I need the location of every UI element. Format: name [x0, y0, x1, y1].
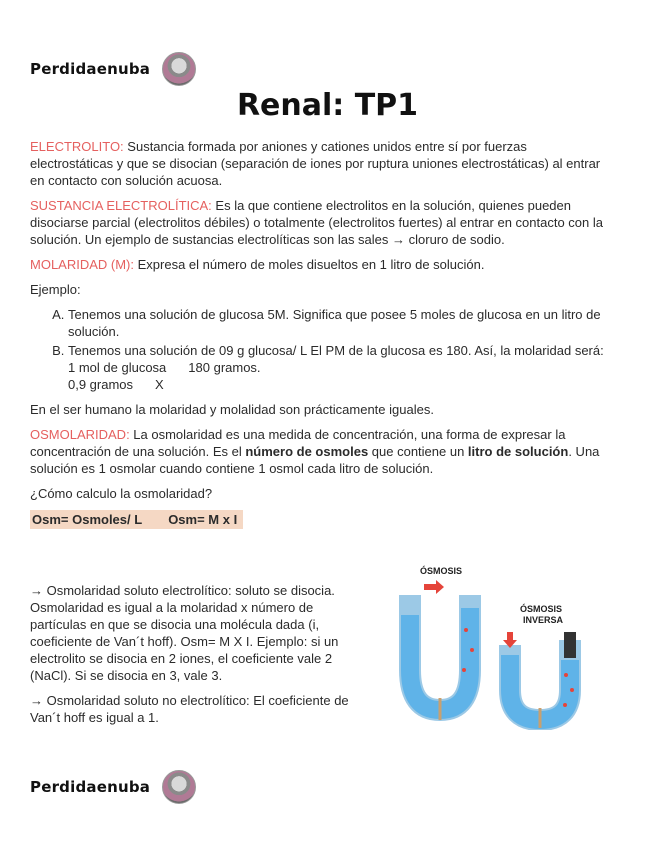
sustancia-paragraph — [30, 197, 608, 248]
solute-particle — [470, 648, 474, 652]
brand-footer — [30, 770, 196, 804]
osmolaridad-bold-1: número de osmoles — [245, 444, 369, 459]
solute-particle — [564, 673, 568, 677]
no-electrolitico-paragraph: → Osmolaridad soluto no electrolítico: El coeficiente de Van´t hoff es igual a 1. — [30, 693, 349, 725]
left-water — [410, 608, 470, 710]
molaridad-text: Expresa el número de moles disueltos en 1 litro de solución. — [134, 257, 485, 272]
humano-paragraph: En el ser humano la molaridad y molalidad son prácticamente iguales. — [30, 402, 434, 417]
osmolaridad-term: OSMOLARIDAD: — [30, 427, 130, 442]
list-item — [68, 342, 608, 393]
osmosis-diagram — [360, 560, 620, 730]
ejemplo-b-text: B. Tenemos una solución de 09 g glucosa/ L El PM de la glucosa es 180. Así, la molaridad será: — [68, 343, 604, 358]
brand-header — [30, 52, 196, 86]
arrow-right-icon — [424, 580, 444, 594]
electrolito-text: Sustancia formada por aniones y cationes unidos entre sí por fuerzas electrostáticas y que se disocian (separación de iones por ruptura uniones electrostáticas) al entrar en contacto con solución acuosa. — [30, 139, 601, 188]
osmosis-inversa-label-1: ÓSMOSIS — [520, 604, 563, 614]
solute-particle — [563, 703, 567, 707]
formula-highlight — [30, 510, 243, 529]
ejemplo-b-row2: 0,9 gramos X — [68, 377, 164, 392]
molaridad-paragraph — [30, 256, 608, 273]
ejemplos-list — [30, 306, 608, 393]
ejemplo-b-row1: 1 mol de glucosa 180 gramos. — [68, 360, 261, 375]
brand-name: Perdidaenuba — [30, 60, 151, 78]
electrolito-paragraph — [30, 138, 608, 189]
osmosis-inversa-label-2: INVERSA — [523, 615, 564, 625]
ejemplo-label: Ejemplo: — [30, 282, 81, 297]
electrolito-term: ELECTROLITO: — [30, 139, 124, 154]
osmolaridad-bold-2: litro de solución — [467, 444, 569, 459]
osmolaridad-paragraph: OSMOLARIDAD: La osmolaridad es una medida de concentración, una forma de expresar la concentración de una solución. Es el número de osmoles que contiene un litro de solución. Una solución es 1 osmolar cuando contiene 1 osmol cada litro de solución. — [30, 427, 600, 476]
sustancia-term: SUSTANCIA ELECTROLÍTICA: — [30, 198, 212, 213]
osmolaridad-tipos — [30, 582, 355, 734]
document-body — [30, 138, 608, 537]
list-item: A. Tenemos una solución de glucosa 5M. Significa que posee 5 moles de glucosa en un litro de solución. — [68, 306, 608, 340]
solute-particle — [464, 628, 468, 632]
molaridad-term: MOLARIDAD (M): — [30, 257, 134, 272]
electrolitico-paragraph: → Osmolaridad soluto electrolítico: soluto se disocia. Osmolaridad es igual a la molaridad x número de partículas en que se disocia una molécula dada (i, coeficiente de Van´t hoff). Osm= M X I. Ejemplo: si un electrolito se disocia en 2 iones, el coeficiente vale 2 (NaCl). Si se disocia en 3, vale 3. — [30, 583, 339, 683]
solute-particle — [462, 668, 466, 672]
solute-particle — [570, 688, 574, 692]
sustancia-text: Es la que contiene electrolitos en la solución, quienes pueden disociarse parcial (electrolitos débiles) o totalmente (electrolitos fuertes) al entrar en contacto con la solución. Un ejemplo de sustancias electrolíticas son las sales → cloruro de sodio. — [30, 198, 603, 247]
osmosis-label: ÓSMOSIS — [420, 566, 463, 576]
brand-name: Perdidaenuba — [30, 778, 151, 796]
avatar — [162, 770, 196, 804]
formula-2: Osm= M x I — [168, 512, 238, 527]
avatar — [162, 52, 196, 86]
piston-icon — [564, 632, 576, 658]
page-title: Renal: TP1 — [236, 88, 419, 123]
formula-1: Osm= Osmoles/ L — [32, 512, 143, 527]
pregunta-paragraph: ¿Cómo calculo la osmolaridad? — [30, 486, 213, 501]
